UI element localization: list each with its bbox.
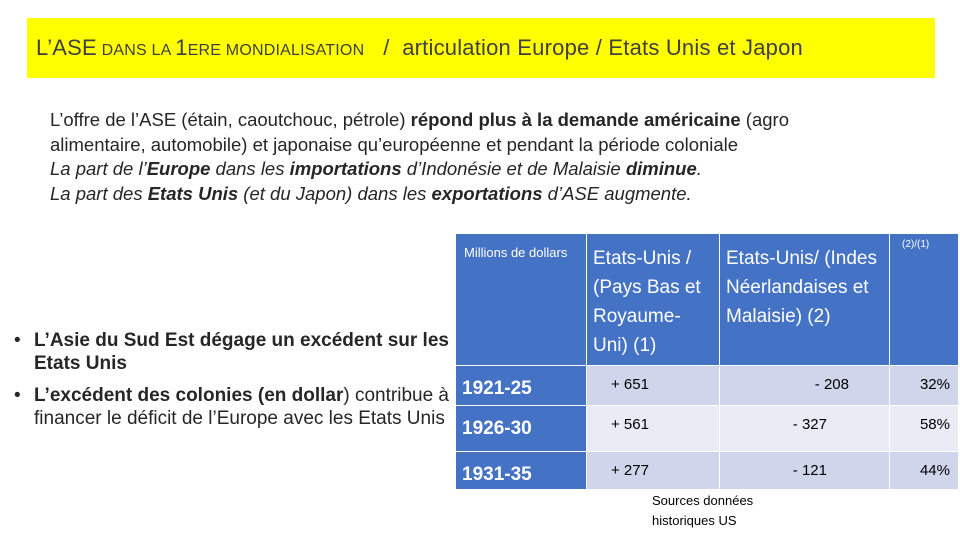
table-row: [456, 366, 959, 406]
bullet-dot-icon: •: [14, 385, 21, 406]
intro-line-2: alimentaire, automobile) et japonaise qu’européenne et pendant la période coloniale: [50, 133, 739, 155]
intro-line-4: La part des Etats Unis (et du Japon) dans les exportations d’ASE augmente.: [50, 182, 692, 204]
sources-note: Sources données historiques US: [652, 493, 754, 528]
bullet-list: [14, 330, 454, 440]
period-cell: 1921-25: [456, 366, 587, 406]
ratio-cell: 58%: [890, 406, 959, 452]
value-cell: + 561: [587, 406, 720, 452]
title-banner: [27, 18, 935, 78]
value-cell: - 208: [720, 366, 890, 406]
table-row: [456, 406, 959, 452]
header-cell-col1: Etats-Unis / (Pays Bas et Royaume-Uni) (1): [587, 234, 720, 366]
slide-title: L’ASE DANS LA 1ERE MONDIALISATION / articulation Europe / Etats Unis et Japon: [36, 35, 803, 60]
intro-line-3: La part de l’Europe dans les importations d’Indonésie et de Malaisie diminue.: [50, 158, 702, 179]
bullet-item: • L’excédent des colonies (en dollar) contribue à financer le déficit de l’Europe avec les Etats Unis: [14, 385, 449, 429]
ratio-cell: 44%: [890, 452, 959, 490]
bullet-dot-icon: •: [14, 330, 21, 351]
header-cell-col2: Etats-Unis/ (Indes Néerlandaises et Malaisie) (2): [720, 234, 890, 366]
value-cell: + 277: [587, 452, 720, 490]
period-cell: 1926-30: [456, 406, 587, 452]
header-cell-unit: Millions de dollars: [456, 234, 587, 366]
data-table: [455, 233, 959, 490]
value-cell: - 121: [720, 452, 890, 490]
value-cell: + 651: [587, 366, 720, 406]
intro-line-1: L’offre de l’ASE (étain, caoutchouc, pétrole) répond plus à la demande américaine (agro: [50, 109, 789, 130]
value-cell: - 327: [720, 406, 890, 452]
ratio-cell: 32%: [890, 366, 959, 406]
table-row: [456, 452, 959, 490]
header-cell-ratio: (2)/(1): [890, 234, 959, 366]
bullet-item: • L’Asie du Sud Est dégage un excédent sur les Etats Unis: [14, 330, 449, 374]
intro-text: [50, 108, 930, 206]
period-cell: 1931-35: [456, 452, 587, 490]
